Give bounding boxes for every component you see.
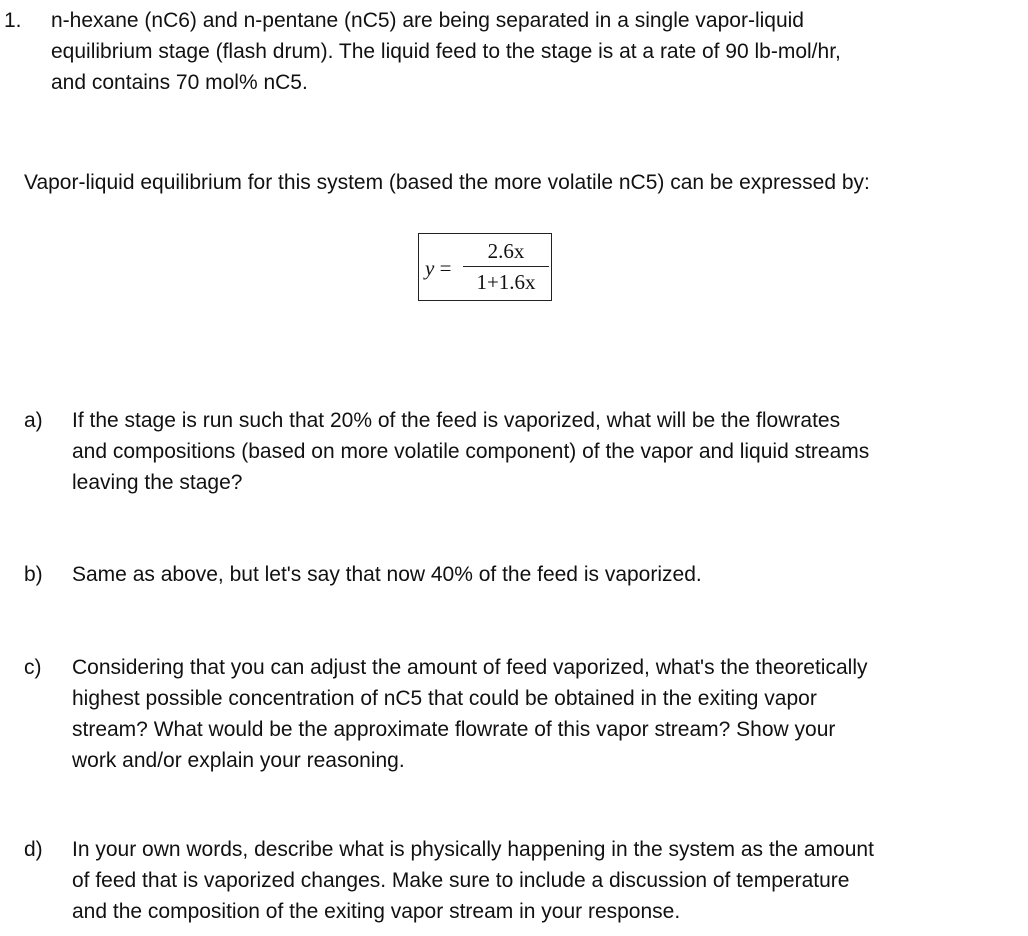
vle-equation [418,233,552,301]
fraction-bar [463,266,549,267]
part-line: If the stage is run such that 20% of the feed is vaporized, what will be the flowrates [72,409,841,432]
part-c [24,652,1024,778]
part-line: Considering that you can adjust the amount of feed vaporized, what's the theoretically [72,656,868,679]
part-line: Same as above, but let's say that now 40% of the feed is vaporized. [72,563,702,586]
part-line: and compositions (based on more volatile component) of the vapor and liquid streams [72,440,870,463]
problem-number: 1. [4,9,22,32]
vle-statement: Vapor-liquid equilibrium for this system (based the more volatile nC5) can be expressed by: [24,171,870,194]
part-label: a) [24,409,43,432]
part-text [72,559,702,590]
part-text [72,834,874,927]
part-line: highest possible concentration of nC5 that could be obtained in the exiting vapor [72,687,817,710]
part-b [24,559,1024,593]
equation-numerator: 2.6x [487,239,525,263]
part-d [24,834,1024,930]
part-line: work and/or explain your reasoning. [72,749,405,772]
problem-line: equilibrium stage (flash drum). The liquid feed to the stage is at a rate of 90 lb-mol/hr, [51,40,841,63]
part-line: of feed that is vaporized changes. Make sure to include a discussion of temperature [72,869,850,892]
equation-lhs: y = [425,256,452,280]
equation-fraction [463,239,549,294]
part-label: c) [24,656,42,679]
part-line: leaving the stage? [72,471,243,494]
part-line: In your own words, describe what is physically happening in the system as the amount [72,838,874,861]
problem-text [51,5,841,98]
part-line: stream? What would be the approximate flowrate of this vapor stream? Show your [72,718,836,741]
part-line: and the composition of the exiting vapor stream in your response. [72,900,681,923]
equation-denominator: 1+1.6x [476,270,536,294]
problem-line: and contains 70 mol% nC5. [51,71,308,94]
problem-line: n-hexane (nC6) and n-pentane (nC5) are being separated in a single vapor-liquid [51,9,804,32]
part-text [72,652,868,776]
part-label: d) [24,838,43,861]
part-text [72,405,869,498]
part-a [24,405,1024,501]
problem-intro [4,5,1014,101]
part-label: b) [24,563,43,586]
